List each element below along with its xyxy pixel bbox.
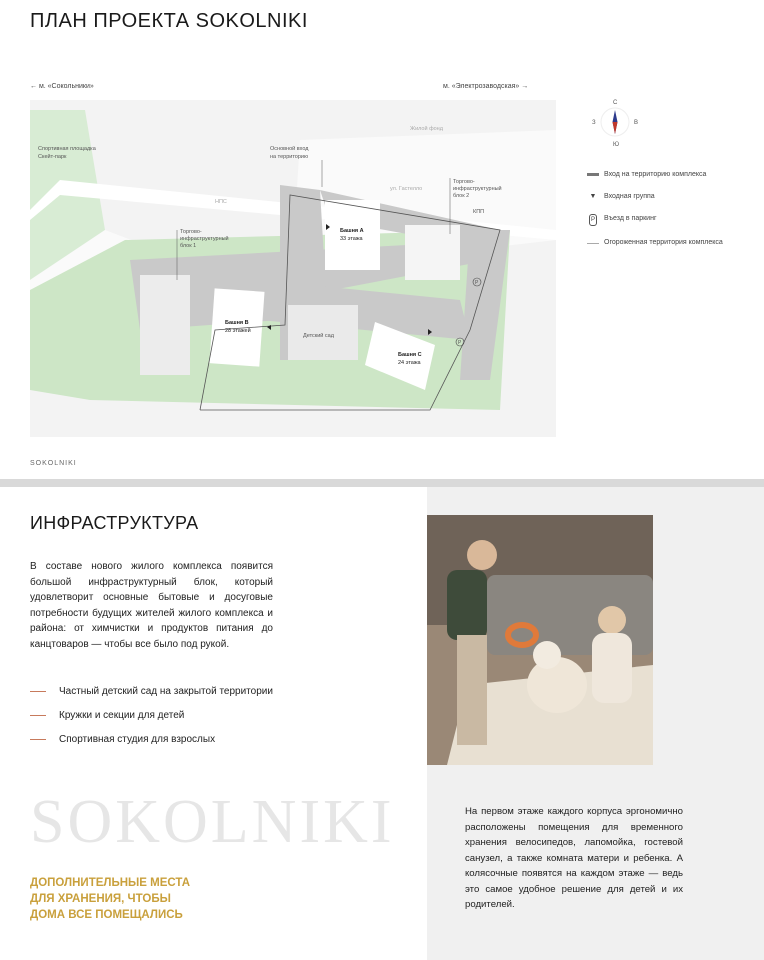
footer-brand: SOKOLNIKI xyxy=(30,460,77,467)
compass-icon xyxy=(590,96,640,148)
svg-text:28 этажей: 28 этажей xyxy=(225,328,251,334)
svg-text:Торгово-: Торгово- xyxy=(180,229,202,235)
svg-text:Детский сад: Детский сад xyxy=(303,333,334,339)
svg-text:Башня В: Башня В xyxy=(225,320,249,326)
svg-text:P: P xyxy=(458,340,462,346)
svg-text:33 этажа: 33 этажа xyxy=(340,236,363,242)
legend-item-parking: P Въезд в паркинг xyxy=(585,214,745,226)
svg-text:инфраструктурный: инфраструктурный xyxy=(180,236,229,242)
svg-text:В: В xyxy=(634,120,639,126)
svg-text:Башня А: Башня А xyxy=(340,228,364,234)
entrance-bar-icon xyxy=(587,173,599,176)
dash-icon xyxy=(30,739,46,740)
svg-text:С: С xyxy=(613,100,618,106)
slide-project-plan xyxy=(0,0,764,479)
dash-icon xyxy=(30,691,46,692)
list-item: Кружки и секции для детей xyxy=(30,703,273,727)
svg-text:Скейт-парк: Скейт-парк xyxy=(38,154,67,160)
svg-text:НПС: НПС xyxy=(215,199,227,205)
svg-text:Башня С: Башня С xyxy=(398,352,422,358)
svg-text:ул. Гастелло: ул. Гастелло xyxy=(390,186,423,192)
svg-text:Основной вход: Основной вход xyxy=(270,146,309,152)
triangle-down-icon: ▼ xyxy=(589,193,597,200)
metro-right: м. «Электрозаводская» → xyxy=(443,83,529,90)
legend-item-entry-group: ▼ Входная группа xyxy=(585,192,745,202)
svg-text:Спортивная площадка: Спортивная площадка xyxy=(38,146,96,152)
svg-text:24 этажа: 24 этажа xyxy=(398,360,421,366)
legend-item-entrance: Вход на территорию комплекса xyxy=(585,170,745,180)
metro-left: ← м. «Сокольники» xyxy=(30,83,94,90)
tower-a xyxy=(325,200,380,270)
dash-icon xyxy=(30,715,46,716)
svg-text:P: P xyxy=(475,280,479,286)
svg-text:инфраструктурный: инфраструктурный xyxy=(453,186,502,192)
svg-text:Жилой фонд: Жилой фонд xyxy=(410,126,443,132)
list-item: Частный детский сад на закрытой территории xyxy=(30,679,273,703)
family-photo xyxy=(427,515,653,765)
feature-list xyxy=(30,679,273,751)
parking-icon: P xyxy=(585,214,601,226)
svg-text:КПП: КПП xyxy=(473,209,485,215)
legend-item-fence: Огороженная территория комплекса xyxy=(585,238,745,248)
svg-text:блок 1: блок 1 xyxy=(180,243,197,249)
intro-paragraph: В составе нового жилого комплекса появится большой инфраструктурный блок, который удовлетворит основные бытовые и досуговые потребности будущих жителей жилого комплекса и района: от химчистки и продуктов питания до канцтоваров — чтобы все было под рукой. xyxy=(30,561,273,650)
site-plan-map xyxy=(30,100,556,437)
map-legend xyxy=(585,170,745,260)
svg-text:на территорию: на территорию xyxy=(270,154,309,160)
list-item: Спортивная студия для взрослых xyxy=(30,727,273,751)
page-title: ПЛАН ПРОЕКТА SOKOLNIKI xyxy=(30,10,308,32)
svg-text:Торгово-: Торгово- xyxy=(453,179,475,185)
svg-text:Ю: Ю xyxy=(613,142,620,148)
page-title: ИНФРАСТРУКТУРА xyxy=(30,513,199,533)
svg-text:блок 2: блок 2 xyxy=(453,193,470,199)
slide-infrastructure xyxy=(0,487,764,960)
watermark-logo: SOKOLNIKI xyxy=(30,788,395,856)
svg-text:З: З xyxy=(592,120,596,126)
storage-paragraph: На первом этаже каждого корпуса эргономично расположены помещения для временного хранения велосипедов, лапомойка, гостевой санузел, а также комната матери и ребенка. А колясочные появятся на каждом этаже — ведь это самое удобное решение для детей и их родителей. xyxy=(465,806,683,910)
highlight-heading: ДОПОЛНИТЕЛЬНЫЕ МЕСТА ДЛЯ ХРАНЕНИЯ, ЧТОБЫ ДОМА ВСЕ ПОМЕЩАЛИСЬ xyxy=(30,877,191,921)
line-icon xyxy=(587,243,599,244)
